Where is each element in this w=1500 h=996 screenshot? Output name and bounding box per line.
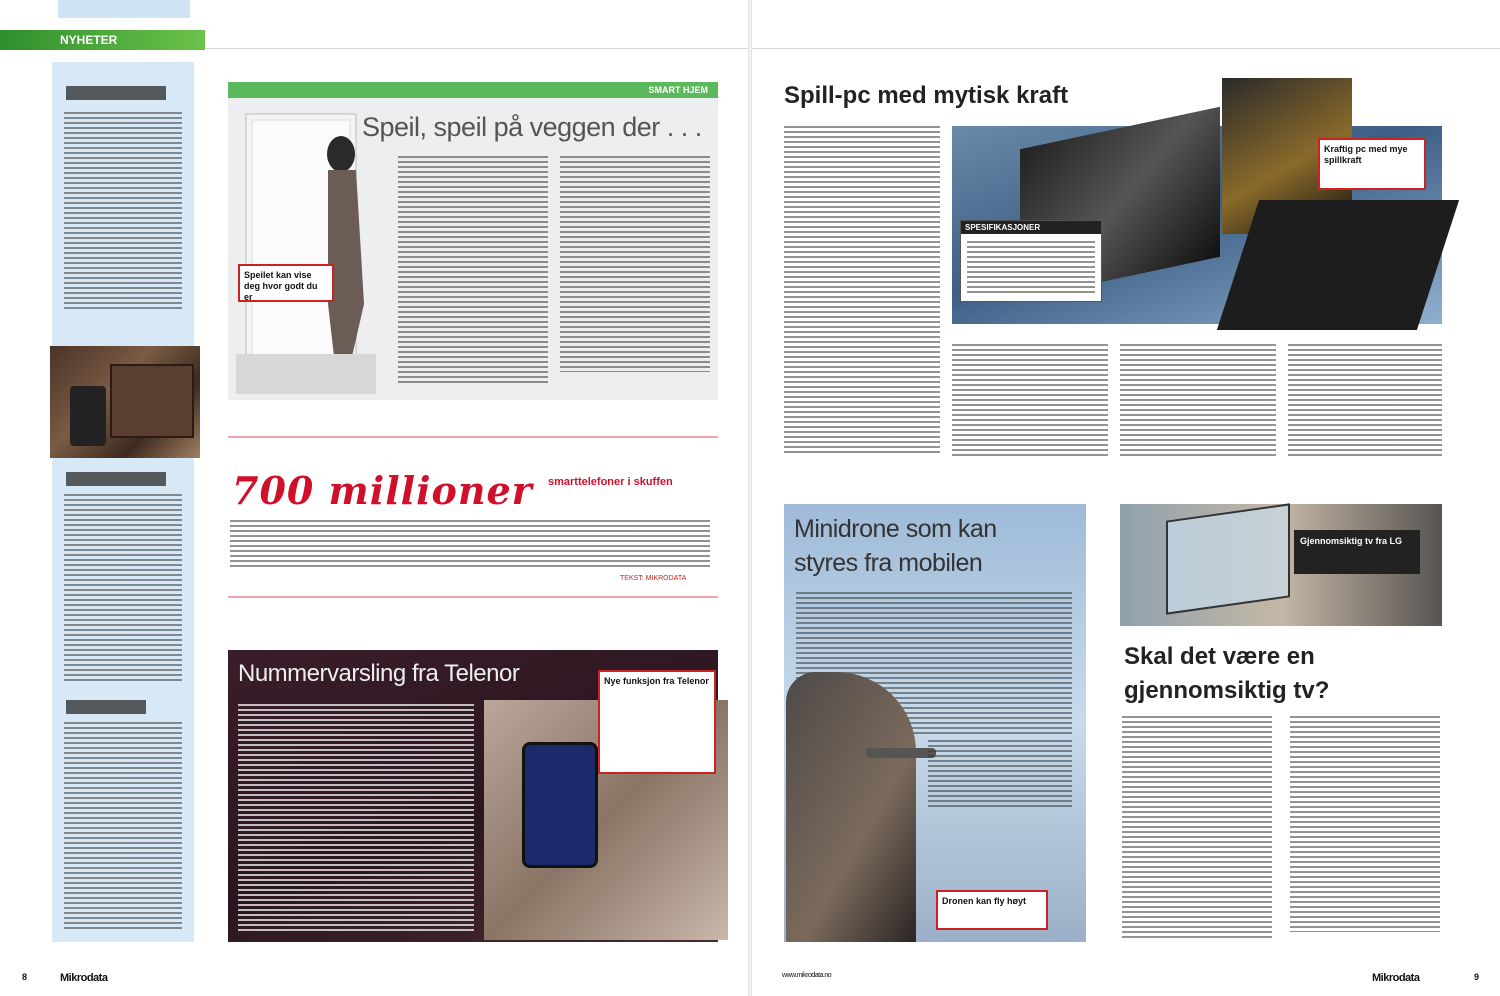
article-tv-body-col1 xyxy=(1122,716,1272,940)
article-gamingpc-specs xyxy=(960,220,1102,302)
article-telenor-body xyxy=(238,704,474,932)
sidebar-text-1 xyxy=(64,112,182,312)
footer-logo-left: Mikrodata xyxy=(60,972,108,984)
folio-right: 9 xyxy=(1474,972,1480,982)
article-tv-headline: Skal det være en gjennomsiktig tv? xyxy=(1124,643,1330,704)
millions-subheadline: smarttelefoner i skuffen xyxy=(548,476,673,488)
telenor-phone-illustration xyxy=(522,742,598,868)
article-drone-callout: Dronen kan fly høyt xyxy=(936,890,1048,930)
article-tv-callout: Gjennomsiktig tv fra LG xyxy=(1294,530,1420,574)
sidebar-heading-1 xyxy=(66,86,166,100)
article-drone-headline: Minidrone som kan styres fra mobilen xyxy=(794,515,997,577)
millions-byline: TEKST: MIKRODATA xyxy=(620,575,687,582)
specs-title: SPESIFIKASJONER xyxy=(961,221,1101,234)
sidebar-photo-screen xyxy=(110,364,194,438)
millions-body xyxy=(230,520,710,568)
specs-lines xyxy=(967,241,1095,295)
sidebar-photo-speaker xyxy=(70,386,106,446)
tv-screen-illustration xyxy=(1166,503,1290,614)
article-mirror-body-col2 xyxy=(560,156,710,372)
article-gamingpc-body-col1 xyxy=(784,126,940,456)
article-gamingpc-body-col4 xyxy=(1288,344,1442,456)
millions-top-rule xyxy=(228,436,718,438)
article-drone-body-2 xyxy=(928,740,1072,810)
article-mirror-tag: SMART HJEM xyxy=(648,85,708,95)
sidebar-heading-2 xyxy=(66,472,166,486)
sidebar-photo xyxy=(50,346,200,458)
sidebar-text-3 xyxy=(64,722,182,932)
mirror-figure-illustration xyxy=(236,104,376,394)
millions-headline: 700 millioner xyxy=(232,468,533,513)
article-gamingpc-body-col2 xyxy=(952,344,1108,456)
sidebar-heading-3 xyxy=(66,700,146,714)
sidebar-text-2 xyxy=(64,494,182,684)
millions-bottom-rule xyxy=(228,596,718,598)
article-telenor-callout: Nye funksjon fra Telenor xyxy=(598,670,716,774)
page-gutter xyxy=(748,0,752,996)
drone-operator-illustration xyxy=(786,672,916,942)
article-mirror-body-col1 xyxy=(398,156,548,384)
article-mirror-headline: Speil, speil på veggen der . . . xyxy=(362,112,702,142)
article-gamingpc-body-col3 xyxy=(1120,344,1276,456)
section-label: NYHETER xyxy=(0,30,205,50)
article-gamingpc-headline: Spill-pc med mytisk kraft xyxy=(784,82,1069,109)
footer-logo-right: Mikrodata xyxy=(1372,972,1420,984)
article-telenor-headline: Nummervarsling fra Telenor xyxy=(238,660,520,687)
top-tab xyxy=(58,0,190,18)
laptop-front-base xyxy=(1217,200,1459,330)
article-gamingpc-callout: Kraftig pc med mye spillkraft xyxy=(1318,138,1426,190)
article-tv-body-col2 xyxy=(1290,716,1440,932)
footer-url: www.mikrodata.no xyxy=(782,972,832,979)
article-mirror-tagbar xyxy=(228,82,718,98)
drone-illustration xyxy=(866,748,936,758)
article-mirror-callout: Speilet kan vise deg hvor godt du er xyxy=(238,264,334,302)
folio-left: 8 xyxy=(22,972,28,982)
